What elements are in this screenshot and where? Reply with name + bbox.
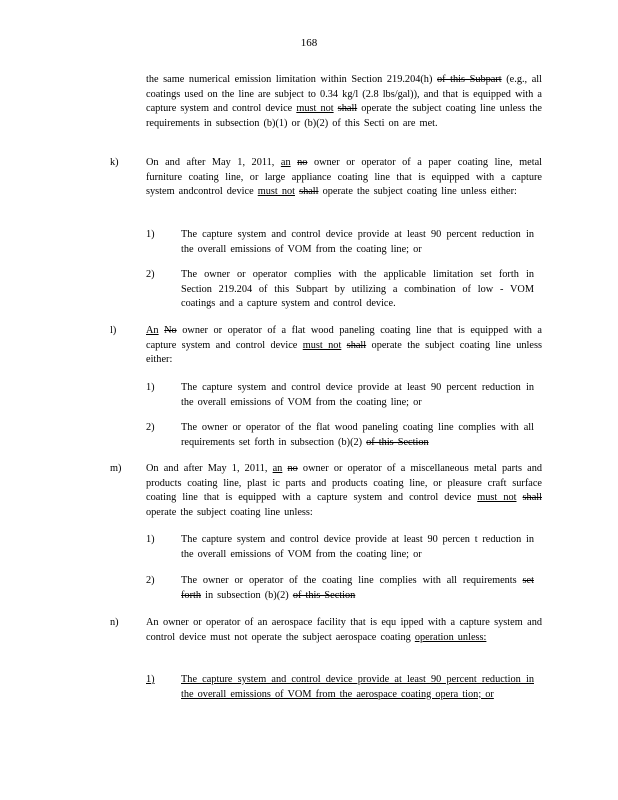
section-k-item-1-text: The capture system and control device provide at least 90 percent reduction in the overall emissions of VOM from the coating line; or [181, 229, 534, 255]
section-k-item-1-label: 1) [146, 229, 155, 240]
section-l-text: An No owner or operator of a flat wood paneling coating line that is equipped with a capture system and control device must not shall operate the subject coating line unless either: [146, 325, 543, 366]
section-k-label: k) [110, 157, 119, 168]
section-k-item-2-text: The owner or operator complies with the applicable limitation set forth in Section 219.204 of this Subpart by utilizing a combination of low - VOM coatings and a capture system and control device. [181, 269, 534, 310]
section-l-item-2-label: 2) [146, 422, 155, 433]
section-m-text: On and after May 1, 2011, an no owner or operator of a miscellaneous metal parts and products coating line, plast ic parts and products coating line, or pleasure craft surface coating line that is equipped with a capture system and control device must not shall operate the subject coating line unless: [146, 463, 542, 518]
section-n-item-1-text: The capture system and control device provide at least 90 percent reduction in the overall emissions of VOM from the aerospace coating opera tion; or [181, 674, 534, 700]
section-m-item-2-text: The owner or operator of the coating line complies with all requirements set forth in subsection (b)(2) of this Section [181, 575, 534, 601]
section-m-item-1-text: The capture system and control device provide at least 90 percen t reduction in the overall emissions of VOM from the coating line; or [181, 534, 534, 560]
section-n-item-1-label: 1) [146, 674, 155, 685]
section-m-label: m) [110, 463, 122, 474]
intro-paragraph: the same numerical emission limitation within Section 219.204(h) of this Subpart (e.g., all coatings used on the line are subject to 0.34 kg/l (2.8 lbs/gal)), and that is equipped with a capture system and control device must not shall operate the subject coating line unless the requirements in subsection (b)(1) or (b)(2) of this Secti on are met. [146, 74, 543, 129]
section-l-item-1-label: 1) [146, 382, 155, 393]
section-n-label: n) [110, 617, 119, 628]
section-k-text: On and after May 1, 2011, an no owner or operator of a paper coating line, metal furniture coating line, or large appliance coating line that is equipped with a capture system andcontrol device must not shall operate the subject coating line unless either: [146, 157, 542, 198]
section-k-item-2-label: 2) [146, 269, 155, 280]
section-l-item-2-text: The owner or operator of the flat wood paneling coating line complies with all requirements set forth in subsection (b)(2) of this Section [181, 422, 534, 448]
section-l-item-1-text: The capture system and control device provide at least 90 percent reduction in the overall emissions of VOM from the coating line; or [181, 382, 534, 408]
section-l-label: l) [110, 325, 117, 336]
page-number: 168 [300, 37, 318, 49]
section-m-item-1-label: 1) [146, 534, 155, 545]
section-n-text: An owner or operator of an aerospace facility that is equ ipped with a capture system and control device must not operate the subject aerospace coating operation unless: [146, 617, 542, 643]
section-m-item-2-label: 2) [146, 575, 155, 586]
